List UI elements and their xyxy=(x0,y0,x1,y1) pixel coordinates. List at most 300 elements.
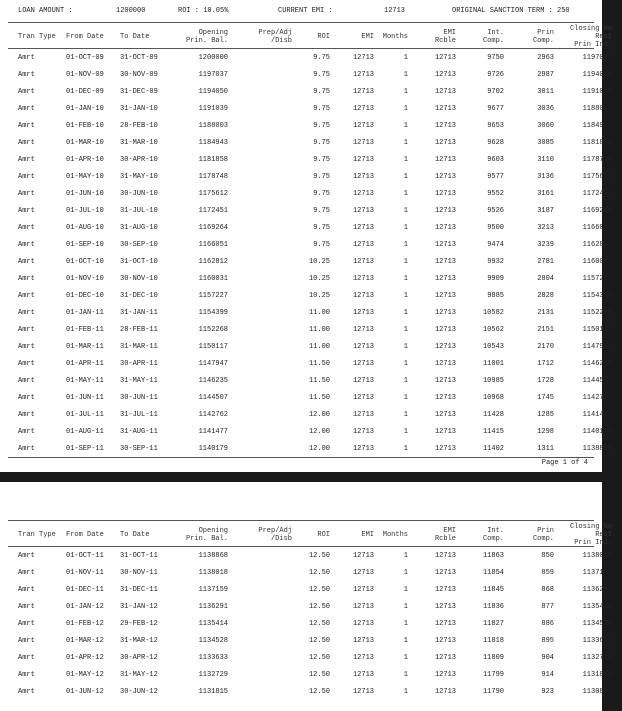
cell-closing-principal: 1178748 xyxy=(582,155,612,164)
table-row xyxy=(0,219,622,236)
cell-prep-adj xyxy=(234,83,296,100)
cell-opening-balance: 1134528 xyxy=(198,636,228,645)
cell-roi: 12.00 xyxy=(308,410,330,419)
cell-prep-adj xyxy=(234,355,296,372)
schedule-table-page-2 xyxy=(0,523,622,700)
cell-months: 1 xyxy=(403,274,408,283)
table-row xyxy=(0,440,622,457)
cell-closing-principal: 1154399 xyxy=(582,291,612,300)
cell-tran-type: Amrt xyxy=(18,551,35,560)
cell-tran-type: Amrt xyxy=(18,342,35,351)
cell-emi: 12713 xyxy=(352,274,374,283)
cell-from-date: 01-JUN-12 xyxy=(66,687,104,696)
cell-interest-component: 9750 xyxy=(487,53,504,62)
cell-opening-balance: 1147947 xyxy=(198,359,228,368)
cell-emi: 12713 xyxy=(352,53,374,62)
cell-to-date: 30-SEP-10 xyxy=(120,240,158,249)
page-footer-rule xyxy=(8,457,594,458)
cell-emi: 12713 xyxy=(352,568,374,577)
column-header-line: Closing No Rest xyxy=(569,25,612,41)
cell-opening-balance: 1133633 xyxy=(198,653,228,662)
cell-months: 1 xyxy=(403,568,408,577)
cell-emi-receivable: 12713 xyxy=(434,87,456,96)
cell-emi: 12713 xyxy=(352,359,374,368)
cell-principal-component: 2963 xyxy=(537,53,554,62)
cell-from-date: 01-DEC-10 xyxy=(66,291,104,300)
column-header-line: From Date xyxy=(66,531,104,539)
cell-interest-component: 11428 xyxy=(482,410,504,419)
cell-emi-receivable: 12713 xyxy=(434,342,456,351)
cell-roi: 10.25 xyxy=(308,274,330,283)
cell-opening-balance: 1154399 xyxy=(198,308,228,317)
column-header-line: Prin Ind. xyxy=(574,41,612,49)
cell-prep-adj xyxy=(234,270,296,287)
cell-principal-component: 3213 xyxy=(537,223,554,232)
cell-months: 1 xyxy=(403,257,408,266)
cell-interest-component: 11854 xyxy=(482,568,504,577)
column-header-line: ROI xyxy=(317,531,330,539)
cell-prep-adj xyxy=(234,236,296,253)
cell-interest-component: 11402 xyxy=(482,444,504,453)
cell-months: 1 xyxy=(403,393,408,402)
cell-months: 1 xyxy=(403,172,408,181)
cell-emi: 12713 xyxy=(352,636,374,645)
cell-closing-principal: 1136291 xyxy=(582,585,612,594)
cell-from-date: 01-OCT-09 xyxy=(66,53,104,62)
column-header-interest-component xyxy=(458,25,510,49)
cell-principal-component: 3161 xyxy=(537,189,554,198)
cell-roi: 11.50 xyxy=(308,359,330,368)
cell-principal-component: 1311 xyxy=(537,444,554,453)
cell-emi-receivable: 12713 xyxy=(434,427,456,436)
cell-principal-component: 2151 xyxy=(537,325,554,334)
cell-from-date: 01-JAN-10 xyxy=(66,104,104,113)
cell-months: 1 xyxy=(403,619,408,628)
cell-from-date: 01-JAN-11 xyxy=(66,308,104,317)
table-row xyxy=(0,406,622,423)
cell-emi: 12713 xyxy=(352,551,374,560)
cell-roi: 12.50 xyxy=(308,619,330,628)
cell-interest-component: 11845 xyxy=(482,585,504,594)
cell-prep-adj xyxy=(234,423,296,440)
column-header-to-date xyxy=(118,523,172,547)
cell-tran-type: Amrt xyxy=(18,172,35,181)
cell-principal-component: 859 xyxy=(541,568,554,577)
cell-roi: 12.50 xyxy=(308,585,330,594)
cell-emi-receivable: 12713 xyxy=(434,189,456,198)
cell-emi: 12713 xyxy=(352,257,374,266)
cell-emi-receivable: 12713 xyxy=(434,687,456,696)
cell-principal-component: 877 xyxy=(541,602,554,611)
cell-prep-adj xyxy=(234,547,296,564)
cell-prep-adj xyxy=(234,440,296,457)
cell-roi: 9.75 xyxy=(313,70,330,79)
table-row xyxy=(0,83,622,100)
cell-prep-adj xyxy=(234,49,296,66)
cell-interest-component: 10562 xyxy=(482,325,504,334)
column-header-line: Opening xyxy=(198,29,228,37)
cell-opening-balance: 1175612 xyxy=(198,189,228,198)
cell-principal-component: 2804 xyxy=(537,274,554,283)
cell-tran-type: Amrt xyxy=(18,636,35,645)
cell-to-date: 30-APR-10 xyxy=(120,155,158,164)
cell-from-date: 01-APR-10 xyxy=(66,155,104,164)
cell-emi: 12713 xyxy=(352,585,374,594)
cell-tran-type: Amrt xyxy=(18,53,35,62)
cell-months: 1 xyxy=(403,121,408,130)
cell-months: 1 xyxy=(403,155,408,164)
cell-closing-principal: 1130892 xyxy=(582,687,612,696)
cell-opening-balance: 1166051 xyxy=(198,240,228,249)
column-header-line: From Date xyxy=(66,33,104,41)
cell-opening-balance: 1144507 xyxy=(198,393,228,402)
cell-closing-principal: 1191039 xyxy=(582,87,612,96)
cell-roi: 11.00 xyxy=(308,325,330,334)
cell-months: 1 xyxy=(403,687,408,696)
table-row xyxy=(0,372,622,389)
cell-emi: 12713 xyxy=(352,121,374,130)
cell-emi-receivable: 12713 xyxy=(434,653,456,662)
cell-prep-adj xyxy=(234,151,296,168)
cell-emi-receivable: 12713 xyxy=(434,602,456,611)
table-row xyxy=(0,134,622,151)
cell-months: 1 xyxy=(403,87,408,96)
table-row xyxy=(0,547,622,564)
cell-emi-receivable: 12713 xyxy=(434,359,456,368)
cell-roi: 12.50 xyxy=(308,568,330,577)
cell-roi: 9.75 xyxy=(313,53,330,62)
cell-months: 1 xyxy=(403,602,408,611)
column-header-interest-component xyxy=(458,523,510,547)
table-row xyxy=(0,389,622,406)
cell-prep-adj xyxy=(234,100,296,117)
cell-emi-receivable: 12713 xyxy=(434,308,456,317)
cell-emi-receivable: 12713 xyxy=(434,325,456,334)
cell-closing-principal: 1150117 xyxy=(582,325,612,334)
cell-emi-receivable: 12713 xyxy=(434,585,456,594)
table-row xyxy=(0,185,622,202)
cell-emi-receivable: 12713 xyxy=(434,172,456,181)
cell-emi: 12713 xyxy=(352,444,374,453)
table-row xyxy=(0,117,622,134)
column-header-emi xyxy=(334,523,376,547)
column-header-opening-balance xyxy=(172,25,234,49)
cell-principal-component: 3110 xyxy=(537,155,554,164)
cell-opening-balance: 1197037 xyxy=(198,70,228,79)
cell-emi: 12713 xyxy=(352,342,374,351)
column-header-line: EMI xyxy=(443,527,456,535)
column-header-from-date xyxy=(64,25,118,49)
cell-closing-principal: 1138018 xyxy=(582,551,612,560)
cell-prep-adj xyxy=(234,287,296,304)
cell-tran-type: Amrt xyxy=(18,257,35,266)
cell-to-date: 31-JAN-10 xyxy=(120,104,158,113)
cell-roi: 12.50 xyxy=(308,670,330,679)
column-header-line: Closing No Rest xyxy=(569,523,612,539)
cell-from-date: 01-JAN-12 xyxy=(66,602,104,611)
cell-closing-principal: 1132729 xyxy=(582,653,612,662)
cell-interest-component: 9909 xyxy=(487,274,504,283)
cell-interest-component: 10968 xyxy=(482,393,504,402)
column-header-principal-component xyxy=(510,523,556,547)
cell-months: 1 xyxy=(403,376,408,385)
cell-from-date: 01-MAY-12 xyxy=(66,670,104,679)
cell-interest-component: 11001 xyxy=(482,359,504,368)
cell-opening-balance: 1188003 xyxy=(198,121,228,130)
cell-roi: 9.75 xyxy=(313,172,330,181)
cell-months: 1 xyxy=(403,636,408,645)
cell-emi-receivable: 12713 xyxy=(434,291,456,300)
cell-prep-adj xyxy=(234,304,296,321)
cell-from-date: 01-JUL-10 xyxy=(66,206,104,215)
cell-from-date: 01-AUG-10 xyxy=(66,223,104,232)
cell-to-date: 30-SEP-11 xyxy=(120,444,158,453)
cell-principal-component: 1728 xyxy=(537,376,554,385)
cell-roi: 12.50 xyxy=(308,602,330,611)
cell-principal-component: 1712 xyxy=(537,359,554,368)
cell-from-date: 01-SEP-11 xyxy=(66,444,104,453)
column-header-closing-principal xyxy=(556,25,622,49)
cell-months: 1 xyxy=(403,551,408,560)
cell-principal-component: 3085 xyxy=(537,138,554,147)
cell-roi: 9.75 xyxy=(313,121,330,130)
header-bottom-rule xyxy=(8,546,594,547)
cell-opening-balance: 1132729 xyxy=(198,670,228,679)
cell-principal-component: 1745 xyxy=(537,393,554,402)
cell-opening-balance: 1141477 xyxy=(198,427,228,436)
cell-emi: 12713 xyxy=(352,687,374,696)
cell-to-date: 28-FEB-11 xyxy=(120,325,158,334)
cell-emi-receivable: 12713 xyxy=(434,155,456,164)
cell-principal-component: 2170 xyxy=(537,342,554,351)
cell-interest-component: 10543 xyxy=(482,342,504,351)
cell-opening-balance: 1172451 xyxy=(198,206,228,215)
column-header-line: Prin xyxy=(537,29,554,37)
table-row xyxy=(0,615,622,632)
column-header-line: Opening xyxy=(198,527,228,535)
cell-roi: 9.75 xyxy=(313,87,330,96)
cell-roi: 9.75 xyxy=(313,189,330,198)
cell-from-date: 01-MAR-11 xyxy=(66,342,104,351)
cell-months: 1 xyxy=(403,585,408,594)
table-row xyxy=(0,581,622,598)
column-header-opening-balance xyxy=(172,523,234,547)
cell-interest-component: 11790 xyxy=(482,687,504,696)
cell-prep-adj xyxy=(234,253,296,270)
header-bottom-rule xyxy=(8,48,594,49)
cell-opening-balance: 1184943 xyxy=(198,138,228,147)
column-header-closing-principal xyxy=(556,523,622,547)
column-header-to-date xyxy=(118,25,172,49)
cell-tran-type: Amrt xyxy=(18,687,35,696)
cell-prep-adj xyxy=(234,406,296,423)
column-header-line: Int. xyxy=(487,29,504,37)
cell-from-date: 01-NOV-10 xyxy=(66,274,104,283)
cell-roi: 12.50 xyxy=(308,551,330,560)
cell-months: 1 xyxy=(403,427,408,436)
cell-from-date: 01-OCT-10 xyxy=(66,257,104,266)
column-header-tran-type xyxy=(0,523,64,547)
cell-months: 1 xyxy=(403,359,408,368)
cell-tran-type: Amrt xyxy=(18,376,35,385)
cell-principal-component: 3136 xyxy=(537,172,554,181)
cell-closing-principal: 1144507 xyxy=(582,376,612,385)
column-header-line: Months xyxy=(382,33,408,41)
cell-to-date: 31-MAY-11 xyxy=(120,376,158,385)
cell-principal-component: 886 xyxy=(541,619,554,628)
cell-to-date: 31-MAR-10 xyxy=(120,138,158,147)
cell-emi: 12713 xyxy=(352,189,374,198)
cell-prep-adj xyxy=(234,598,296,615)
table-header xyxy=(0,25,622,49)
cell-closing-principal: 1134528 xyxy=(582,619,612,628)
table-row xyxy=(0,632,622,649)
cell-months: 1 xyxy=(403,653,408,662)
cell-tran-type: Amrt xyxy=(18,274,35,283)
column-header-line: Months xyxy=(382,531,408,539)
table-row xyxy=(0,287,622,304)
cell-prep-adj xyxy=(234,338,296,355)
cell-from-date: 01-MAY-10 xyxy=(66,172,104,181)
column-header-emi-receivable xyxy=(414,25,458,49)
cell-to-date: 31-JUL-11 xyxy=(120,410,158,419)
cell-principal-component: 3011 xyxy=(537,87,554,96)
cell-closing-principal: 1169264 xyxy=(582,206,612,215)
cell-emi-receivable: 12713 xyxy=(434,257,456,266)
page-number: Page 1 of 4 xyxy=(541,459,588,467)
cell-from-date: 01-MAY-11 xyxy=(66,376,104,385)
cell-emi-receivable: 12713 xyxy=(434,104,456,113)
column-header-line: Comp. xyxy=(482,535,504,543)
cell-tran-type: Amrt xyxy=(18,121,35,130)
cell-from-date: 01-APR-12 xyxy=(66,653,104,662)
cell-emi: 12713 xyxy=(352,223,374,232)
cell-closing-principal: 1133633 xyxy=(582,636,612,645)
cell-tran-type: Amrt xyxy=(18,308,35,317)
cell-prep-adj xyxy=(234,185,296,202)
cell-closing-principal: 1146235 xyxy=(582,359,612,368)
cell-months: 1 xyxy=(403,223,408,232)
table-row xyxy=(0,338,622,355)
cell-opening-balance: 1169264 xyxy=(198,223,228,232)
cell-interest-component: 11863 xyxy=(482,551,504,560)
cell-tran-type: Amrt xyxy=(18,138,35,147)
cell-to-date: 30-NOV-11 xyxy=(120,568,158,577)
table-row xyxy=(0,49,622,66)
cell-emi-receivable: 12713 xyxy=(434,206,456,215)
cell-principal-component: 2987 xyxy=(537,70,554,79)
cell-tran-type: Amrt xyxy=(18,619,35,628)
cell-principal-component: 914 xyxy=(541,670,554,679)
cell-opening-balance: 1131815 xyxy=(198,687,228,696)
column-header-principal-component xyxy=(510,25,556,49)
cell-roi: 12.00 xyxy=(308,427,330,436)
current-emi-label: CURRENT EMI : xyxy=(278,7,333,15)
cell-months: 1 xyxy=(403,410,408,419)
cell-tran-type: Amrt xyxy=(18,223,35,232)
cell-to-date: 30-NOV-09 xyxy=(120,70,158,79)
cell-opening-balance: 1150117 xyxy=(198,342,228,351)
cell-months: 1 xyxy=(403,444,408,453)
table-row xyxy=(0,202,622,219)
cell-principal-component: 2781 xyxy=(537,257,554,266)
column-header-line: EMI xyxy=(443,29,456,37)
table-row xyxy=(0,304,622,321)
table-row xyxy=(0,649,622,666)
cell-to-date: 31-MAY-10 xyxy=(120,172,158,181)
column-header-line: To Date xyxy=(120,531,150,539)
cell-opening-balance: 1138018 xyxy=(198,568,228,577)
cell-emi: 12713 xyxy=(352,670,374,679)
cell-principal-component: 2828 xyxy=(537,291,554,300)
cell-closing-principal: 1137159 xyxy=(582,568,612,577)
cell-to-date: 29-FEB-12 xyxy=(120,619,158,628)
cell-principal-component: 3239 xyxy=(537,240,554,249)
cell-prep-adj xyxy=(234,632,296,649)
cell-opening-balance: 1135414 xyxy=(198,619,228,628)
cell-closing-principal: 1160031 xyxy=(582,257,612,266)
cell-from-date: 01-OCT-11 xyxy=(66,551,104,560)
cell-to-date: 31-DEC-09 xyxy=(120,87,158,96)
cell-tran-type: Amrt xyxy=(18,568,35,577)
column-header-line: /Disb xyxy=(270,535,292,543)
cell-roi: 9.75 xyxy=(313,223,330,232)
cell-emi: 12713 xyxy=(352,410,374,419)
cell-emi-receivable: 12713 xyxy=(434,393,456,402)
cell-interest-component: 9885 xyxy=(487,291,504,300)
cell-interest-component: 11818 xyxy=(482,636,504,645)
cell-interest-component: 10985 xyxy=(482,376,504,385)
cell-emi: 12713 xyxy=(352,104,374,113)
cell-from-date: 01-NOV-09 xyxy=(66,70,104,79)
cell-emi: 12713 xyxy=(352,602,374,611)
cell-to-date: 30-JUN-11 xyxy=(120,393,158,402)
table-row xyxy=(0,683,622,700)
cell-emi-receivable: 12713 xyxy=(434,568,456,577)
cell-prep-adj xyxy=(234,564,296,581)
cell-emi: 12713 xyxy=(352,619,374,628)
cell-closing-principal: 1131815 xyxy=(582,670,612,679)
column-header-emi xyxy=(334,25,376,49)
cell-closing-principal: 1181858 xyxy=(582,138,612,147)
cell-to-date: 31-MAR-12 xyxy=(120,636,158,645)
cell-closing-principal: 1142762 xyxy=(582,393,612,402)
cell-prep-adj xyxy=(234,666,296,683)
cell-principal-component: 3036 xyxy=(537,104,554,113)
cell-months: 1 xyxy=(403,138,408,147)
cell-tran-type: Amrt xyxy=(18,670,35,679)
column-header-line: Tran Type xyxy=(18,33,56,41)
cell-roi: 9.75 xyxy=(313,240,330,249)
cell-emi: 12713 xyxy=(352,376,374,385)
column-header-line: Tran Type xyxy=(18,531,56,539)
roi-summary: ROI : 10.05% xyxy=(178,7,229,15)
cell-to-date: 31-DEC-11 xyxy=(120,585,158,594)
cell-emi-receivable: 12713 xyxy=(434,121,456,130)
cell-roi: 9.75 xyxy=(313,206,330,215)
cell-principal-component: 1285 xyxy=(537,410,554,419)
loan-summary xyxy=(0,7,602,19)
cell-emi-receivable: 12713 xyxy=(434,240,456,249)
cell-to-date: 31-OCT-09 xyxy=(120,53,158,62)
column-header-line: EMI xyxy=(361,33,374,41)
cell-prep-adj xyxy=(234,649,296,666)
cell-emi: 12713 xyxy=(352,206,374,215)
cell-tran-type: Amrt xyxy=(18,427,35,436)
cell-prep-adj xyxy=(234,66,296,83)
cell-prep-adj xyxy=(234,389,296,406)
cell-months: 1 xyxy=(403,189,408,198)
